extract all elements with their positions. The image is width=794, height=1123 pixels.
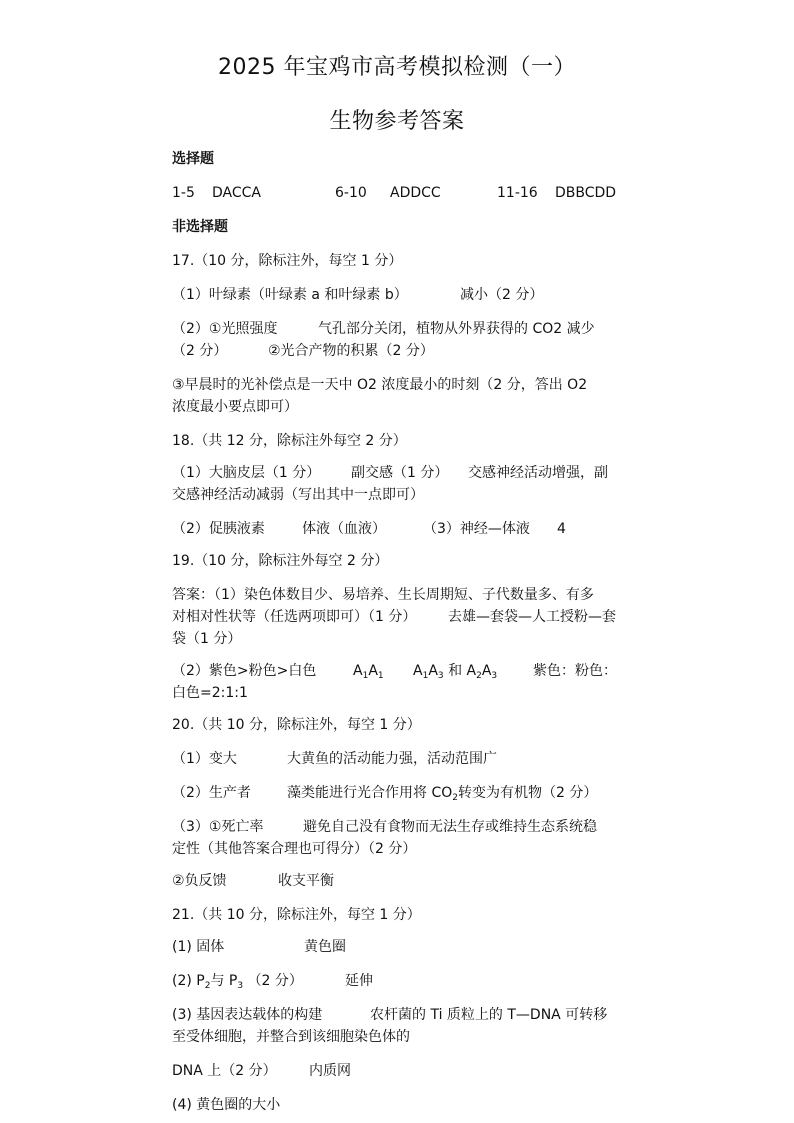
q18-part2-answer-b: 体液（血液）	[302, 521, 386, 537]
q17-part3-line1: ③早晨时的光补偿点是一天中 O2 浓度最小的时刻（2 分，答出 O2	[172, 377, 588, 393]
q21-part3-answer-b: 农杆菌的 Ti 质粒上的 T—DNA 可转移	[370, 1007, 608, 1023]
q17-part1-answer-b: 减小（2 分）	[460, 287, 544, 303]
q19-heading: 19.（10 分，除标注外每空 2 分）	[172, 553, 389, 569]
q21-part3-answer-a: (3) 基因表达载体的构建	[172, 1007, 323, 1023]
q18-heading: 18.（共 12 分，除标注外每空 2 分）	[172, 433, 407, 449]
q19-part1-answer-a: 对相对性状等（任选两项即可）（1 分）	[172, 609, 417, 625]
q21-part2-answer-b: 延伸	[345, 973, 373, 989]
q21-part2-answer-a: (2) $P_2$与 $P_3$ （2 分）	[172, 973, 303, 991]
q18-part1-answer-a: （1）大脑皮层（1 分）	[172, 465, 321, 481]
q20-part3-line2: 定性（其他答案合理也可得分）（2 分）	[172, 841, 417, 857]
q19-part2-answer-d: 紫色：粉色：	[533, 663, 617, 679]
q18-part1-answer-c: 交感神经活动增强，副	[468, 465, 608, 481]
q17-part1-answer-a: （1）叶绿素（叶绿素 a 和叶绿素 b）	[172, 287, 408, 303]
q18-part2-answer-a: （2）促胰液素	[172, 521, 265, 537]
q20-part4-answer-a: ②负反馈	[172, 873, 227, 889]
q21-heading: 21.（共 10 分，除标注外，每空 1 分）	[172, 907, 421, 923]
q18-part3-answer-b: 4	[557, 521, 566, 537]
page-title: 2025 年宝鸡市高考模拟检测（一）	[218, 55, 576, 80]
q21-part3-answer-d: 内质网	[309, 1063, 351, 1079]
page-subtitle: 生物参考答案	[329, 109, 465, 134]
q20-part1-answer-b: 大黄鱼的活动能力强，活动范围广	[287, 751, 497, 767]
q21-part4: (4) 黄色圈的大小	[172, 1097, 281, 1113]
q17-heading: 17.（10 分，除标注外，每空 1 分）	[172, 253, 403, 269]
q20-part2-answer-a: （2）生产者	[172, 785, 251, 801]
q17-part2-answer-a: （2）①光照强度	[172, 321, 278, 337]
q20-heading: 20.（共 10 分，除标注外，每空 1 分）	[172, 717, 421, 733]
q19-part2-line2: 白色=2:1:1	[172, 685, 248, 701]
q18-part3-answer-a: （3）神经—体液	[423, 521, 530, 537]
q21-part1-answer-a: (1) 固体	[172, 939, 225, 955]
q20-part4-answer-b: 收支平衡	[278, 873, 334, 889]
q17-part2-score: （2 分）	[172, 343, 228, 359]
q19-part1-answer-b: 去雄—套袋—人工授粉—套	[448, 609, 616, 625]
q19-part1-line3: 袋（1 分）	[172, 631, 242, 647]
q20-part3-answer-a: （3）①死亡率	[172, 819, 264, 835]
q21-part3-line2: 至受体细胞，并整合到该细胞染色体的	[172, 1029, 410, 1045]
q17-part3-line2: 浓度最小要点即可）	[172, 399, 298, 415]
q20-part3-answer-b: 避免自己没有食物而无法生存或维持生态系统稳	[303, 819, 597, 835]
q17-part2-answer-c: ②光合产物的积累（2 分）	[268, 343, 434, 359]
section-heading-choice: 选择题	[172, 151, 214, 167]
q18-part1-answer-b: 副交感（1 分）	[351, 465, 449, 481]
q17-part2-answer-b: 气孔部分关闭，植物从外界获得的 CO2 减少	[318, 321, 595, 337]
q19-part1-line1: 答案：（1）染色体数目少、易培养、生长周期短、子代数量多、有多	[172, 587, 594, 603]
choice-range-2: 6-10	[335, 185, 367, 201]
choice-answer-3: DBBCDD	[555, 185, 617, 201]
q20-part1-answer-a: （1）变大	[172, 751, 237, 767]
q21-part1-answer-b: 黄色圈	[304, 939, 346, 955]
choice-range-3: 11-16	[497, 185, 538, 201]
q19-part2-answer-a: （2）紫色>粉色>白色	[172, 663, 317, 679]
choice-answer-2: ADDCC	[390, 185, 441, 201]
section-heading-nonchoice: 非选择题	[172, 219, 228, 235]
choice-range-1: 1-5	[172, 185, 195, 201]
q21-part3-answer-c: DNA 上（2 分）	[172, 1063, 277, 1079]
q20-part2-answer-b: 藻类能进行光合作用将 $CO_2$转变为有机物（2 分）	[287, 785, 598, 803]
q19-part2-answer-b: $A_1A_1$	[353, 663, 384, 681]
choice-answer-1: DACCA	[212, 185, 261, 201]
q19-part2-answer-c: $A_1A_3$ 和 $A_2A_3$	[413, 663, 498, 681]
q18-part1-line2: 交感神经活动减弱（写出其中一点即可）	[172, 487, 424, 503]
